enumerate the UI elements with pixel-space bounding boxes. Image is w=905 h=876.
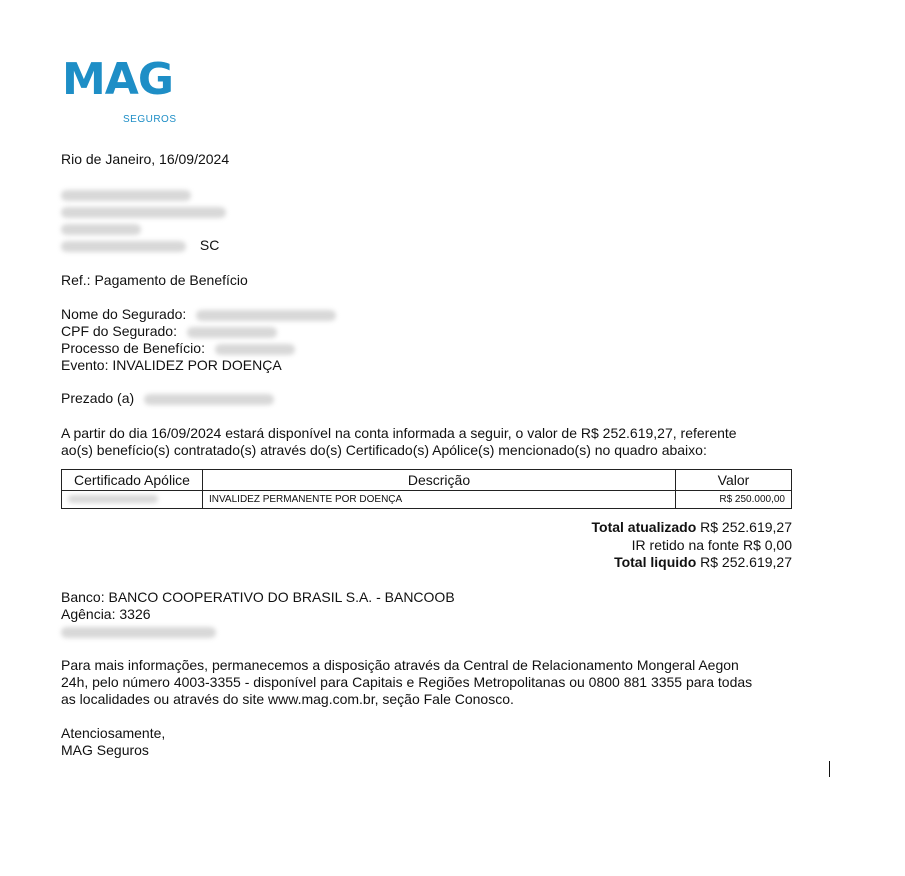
address-line-4 [61,237,219,254]
bank-conta [61,623,216,640]
benefit-table [61,469,792,509]
closing-signature: MAG Seguros [61,742,149,758]
col-certificado: Certificado Apólice [62,470,203,491]
reference: Ref.: Pagamento de Benefício [61,272,248,288]
text-cursor [829,761,830,777]
body-line-1: A partir do dia 16/09/2024 estará disponível na conta informada a seguir, o valor de R$ 252.619,27, referente [61,425,737,441]
address-state: SC [199,237,220,253]
address-line-3 [61,220,141,237]
cell-certificado [62,491,203,509]
total-liquido-value: R$ 252.619,27 [700,554,792,570]
closing-salutation: Atenciosamente, [61,725,166,741]
table-header-row [62,470,792,491]
greeting: Prezado (a) [61,390,135,406]
address-line-2 [61,203,226,220]
place-date: Rio de Janeiro, 16/09/2024 [61,151,230,167]
ir-retido [632,537,792,554]
info-line-2: 24h, pelo número 4003-3355 - disponível para Capitais e Regiões Metropolitanas ou 0800 881 3355 para todas [61,674,753,690]
info-line-3: as localidades ou através do site www.mag.com.br, seção Fale Conosco. [61,691,514,707]
bank-agencia: Agência: 3326 [61,606,151,622]
address-line-1 [61,186,191,203]
total-atualizado-value: R$ 252.619,27 [700,519,792,535]
info-line-1: Para mais informações, permanecemos a disposição através da Central de Relacionamento Mongeral Aegon [61,657,739,673]
field-cpf [61,323,277,340]
total-atualizado-label: Total atualizado [591,519,697,535]
logo-mark-text: MAG [62,54,173,105]
total-atualizado [592,519,793,536]
ir-label: IR retido na fonte [631,537,740,553]
cell-valor: R$ 250.000,00 [676,491,792,509]
cpf-label: CPF do Segurado: [61,323,177,339]
ir-value: R$ 0,00 [742,537,792,553]
logo-subtitle: SEGUROS [123,114,177,125]
total-liquido [614,554,792,571]
bank-name: Banco: BANCO COOPERATIVO DO BRASIL S.A. - BANCOOB [61,589,455,605]
body-line-2: ao(s) benefício(s) contratado(s) através do(s) Certificado(s) Apólice(s) mencionado(s) no quadro abaixo: [61,442,707,458]
col-valor: Valor [676,470,792,491]
col-descricao: Descrição [203,470,676,491]
processo-label: Processo de Benefício: [61,340,205,356]
field-nome [61,306,336,323]
field-evento: Evento: INVALIDEZ POR DOENÇA [61,357,282,373]
greeting-line [61,390,274,407]
cell-descricao: INVALIDEZ PERMANENTE POR DOENÇA [203,491,676,509]
field-processo [61,340,295,357]
table-row [62,491,792,509]
nome-label: Nome do Segurado: [61,306,187,322]
total-liquido-label: Total liquido [614,554,697,570]
mag-logo [62,54,173,105]
